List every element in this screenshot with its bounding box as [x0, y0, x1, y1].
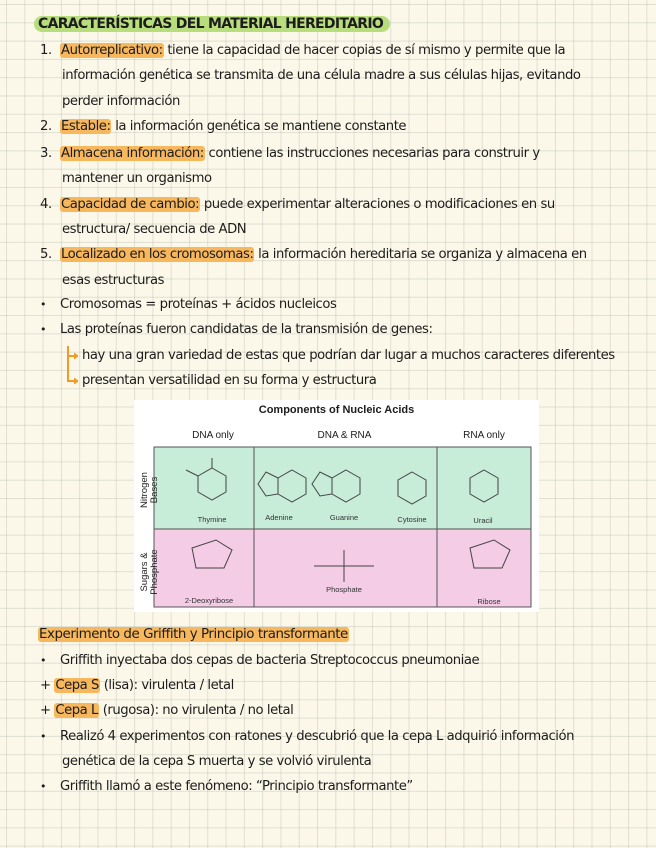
label-guanine: Guanine	[329, 513, 359, 522]
bullet-item-1	[40, 296, 336, 314]
list-item-4	[40, 196, 555, 214]
uracil-ring	[470, 470, 498, 502]
label-adenine: Adenine	[265, 513, 293, 522]
item-text: puede experimentar alteraciones o modificaciones en su	[200, 197, 555, 212]
thymine-ring	[198, 468, 226, 500]
item-number: 5.	[40, 247, 52, 262]
deoxyribose-ring	[192, 540, 232, 568]
bullet-icon: •	[40, 298, 47, 311]
cytosine-ring	[398, 472, 426, 504]
section-2-strain-l	[40, 702, 293, 720]
sub-bullet-1: hay una gran variedad de estas que podrían dar lugar a muchos caracteres diferentes	[82, 348, 615, 363]
branch-arrow-icon	[64, 344, 78, 390]
figure-title: Components of Nucleic Acids	[258, 404, 415, 416]
section-2-bullet-2-cont: genética de la cepa S muerta y se volvió virulenta	[62, 754, 372, 769]
bullet-icon: •	[40, 780, 47, 793]
list-item-1-cont-1: información genética se transmita de una célula madre a sus células hijas, evitando	[62, 68, 581, 83]
quote-text: “Principio transformante”	[256, 779, 413, 794]
sub-bullet-2: presentan versatilidad en su forma y estructura	[82, 373, 377, 388]
bullet-text: Griffith inyectaba dos cepas de bacteria Streptococcus pneumoniae	[60, 653, 480, 668]
bullet-icon: •	[40, 654, 47, 667]
nucleic-acids-figure	[134, 400, 539, 612]
section-2-bullet-2	[40, 728, 574, 746]
item-text: la información genética se mantiene constante	[111, 119, 407, 134]
bullet-item-2	[40, 321, 432, 339]
guanine-ring	[332, 470, 360, 502]
strain-s-text: (lisa): virulenta / letal	[99, 678, 234, 693]
section-2-title	[38, 626, 349, 644]
bullet-text: Cromosomas = proteínas + ácidos nucleicos	[60, 297, 337, 312]
guanine-ring-2	[312, 472, 332, 496]
item-key-term: Autorreplicativo:	[61, 43, 163, 58]
item-number: 3.	[40, 146, 52, 161]
list-item-3-cont-1: mantener un organismo	[62, 171, 212, 186]
item-number: 1.	[40, 43, 52, 58]
label-deoxyribose: 2-Deoxyribose	[184, 596, 234, 605]
adenine-ring	[278, 470, 306, 502]
strain-l-text: (rugosa): no virulenta / no letal	[98, 703, 294, 718]
bullet-text: Realizó 4 experimentos con ratones y descubrió que la cepa L adquirió información	[60, 729, 575, 744]
list-item-2	[40, 118, 406, 136]
label-uracil: Uracil	[473, 516, 493, 525]
section-2-strain-s	[40, 677, 234, 695]
label-thymine: Thymine	[197, 515, 227, 524]
strain-s-term: Cepa S	[55, 678, 99, 693]
item-number: 2.	[40, 119, 52, 134]
label-phosphate: Phosphate	[326, 585, 362, 594]
list-item-1-cont-2: perder información	[62, 94, 180, 109]
plus-sign: +	[40, 678, 55, 693]
item-text: la información hereditaria se organiza y almacena en	[254, 247, 587, 262]
bullet-text: Griffith llamó a este fenómeno:	[60, 779, 257, 794]
section-2-title-highlight: Experimento de Griffith y Principio transformante	[39, 627, 348, 642]
strain-l-term: Cepa L	[55, 703, 98, 718]
item-number: 4.	[40, 197, 52, 212]
label-cytosine: Cytosine	[397, 515, 427, 524]
adenine-ring-2	[258, 472, 278, 496]
label-ribose: Ribose	[477, 597, 501, 606]
column-dna-rna: DNA & RNA	[317, 430, 372, 441]
list-item-1	[40, 42, 565, 60]
bullet-icon: •	[40, 730, 47, 743]
list-item-3	[40, 145, 540, 163]
molecule-structures	[134, 400, 539, 612]
row-sugars-phosphate: Sugars & Phosphate	[139, 549, 160, 595]
item-text: contiene las instrucciones necesarias para construir y	[204, 146, 540, 161]
ribose-ring	[470, 540, 510, 568]
item-key-term: Capacidad de cambio:	[61, 197, 200, 212]
list-item-4-cont-1: estructura/ secuencia de ADN	[62, 222, 247, 237]
list-item-5	[40, 246, 587, 264]
list-item-5-cont-1: esas estructuras	[62, 273, 165, 288]
section-2-bullet-3	[40, 778, 413, 796]
column-dna-only: DNA only	[192, 430, 234, 441]
plus-sign: +	[40, 703, 55, 718]
page-title	[34, 15, 390, 33]
bullet-icon: •	[40, 323, 47, 336]
title-highlight: CARACTERÍSTICAS DEL MATERIAL HEREDITARIO	[34, 16, 390, 32]
item-key-term: Localizado en los cromosomas:	[61, 247, 254, 262]
bullet-text: Las proteínas fueron candidatas de la transmisión de genes:	[60, 322, 433, 337]
item-text: tiene la capacidad de hacer copias de sí mismo y permite que la	[163, 43, 566, 58]
item-key-term: Estable:	[61, 119, 111, 134]
column-rna-only: RNA only	[463, 430, 505, 441]
section-2-bullet-1	[40, 652, 479, 670]
item-key-term: Almacena información:	[61, 146, 204, 161]
row-nitrogen-bases: Nitrogen Bases	[139, 472, 160, 508]
